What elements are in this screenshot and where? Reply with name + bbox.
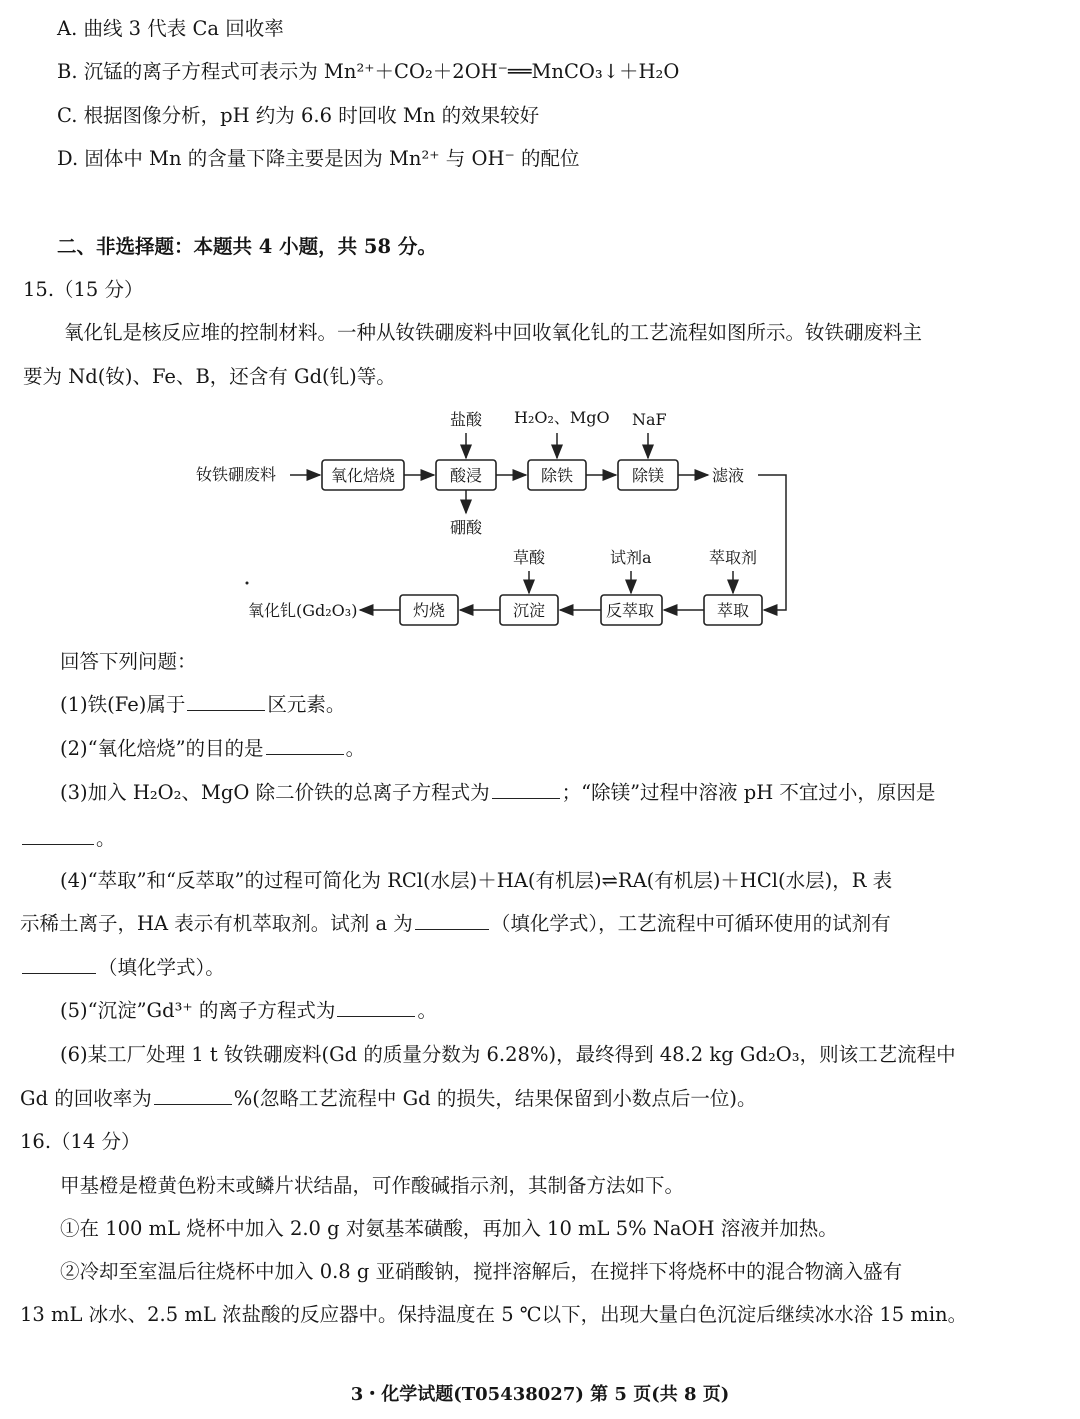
q15-part4-line2 [20,909,891,939]
flow-input-extractant-label: 萃取剂 [709,548,758,567]
flow-input-oxalic-acid-label: 草酸 [513,548,546,567]
q15-part3 [60,778,935,808]
q15-part5-text-a: (5)“沉淀”Gd³⁺ 的离子方程式为 [60,999,336,1022]
q15-part1-text-b: 区元素。 [267,693,346,716]
section-title: 二、非选择题：本题共 4 小题，共 58 分。 [57,235,437,258]
q16-step1: ①在 100 mL 烧杯中加入 2.0 g 对氨基苯磺酸，再加入 10 mL 5% NaOH 溶液并加热。 [60,1217,838,1240]
q15-part5-text-b: 。 [417,999,437,1022]
page-footer: 3・化学试题(T05438027) 第 5 页(共 8 页) [350,1384,730,1405]
q15-part1-text-a: (1)铁(Fe)属于 [60,693,186,716]
q15-part5-answer-blank[interactable] [337,996,415,1017]
q15-part5 [60,996,437,1026]
q15-intro-line2: 要为 Nd(钕)、Fe、B，还含有 Gd(钆)等。 [23,365,396,388]
process-flow-diagram [0,395,1080,640]
q15-part1-answer-blank[interactable] [187,690,265,711]
q15-part2-text-a: (2)“氧化焙烧”的目的是 [60,737,264,760]
q15-part4-line1: (4)“萃取”和“反萃取”的过程可简化为 RCl(水层)＋HA(有机层)⇌RA(有机层)＋HCl(水层)，R 表 [60,869,893,892]
q16-step2-line1: ②冷却至室温后往烧杯中加入 0.8 g 亚硝酸钠，搅拌溶解后，在搅拌下将烧杯中的混合物滴入盛有 [60,1260,903,1283]
answer-prompt: 回答下列问题： [60,650,197,673]
flow-input-reagent-a-label: 试剂a [610,548,652,567]
flow-product-label: 氧化钆(Gd₂O₃) [248,601,358,620]
q15-part2-answer-blank[interactable] [266,734,344,755]
flow-box-precipitation-label: 沉淀 [513,601,546,620]
q15-intro-line1: 氧化钆是核反应堆的控制材料。一种从钕铁硼废料中回收氧化钆的工艺流程如图所示。钕铁硼废料主 [64,321,923,344]
q15-header: 15.（15 分） [23,278,144,301]
q15-part3-answer-blank-1[interactable] [492,778,560,799]
flow-box-back-extraction-label: 反萃取 [606,601,655,620]
flow-input-h2o2-mgo-label: H₂O₂、MgO [514,408,610,427]
flow-start-label: 钕铁硼废料 [196,465,277,484]
flow-filtrate-label: 滤液 [712,466,745,485]
q15-part4-text-d: （填化学式）。 [98,956,225,979]
option-a: A. 曲线 3 代表 Ca 回收率 [57,17,284,40]
q15-part4-answer-blank-1[interactable] [415,909,489,930]
flow-box-calcination-label: 灼烧 [413,601,446,620]
option-c: C. 根据图像分析，pH 约为 6.6 时回收 Mn 的效果较好 [57,104,540,127]
q15-part1 [60,690,345,720]
q15-part3-answer-blank-2[interactable] [22,824,94,845]
q15-part4-line3 [20,953,225,983]
flow-box-oxidize-roast-label: 氧化焙烧 [331,466,396,485]
q15-part6-text-c: %(忽略工艺流程中 Gd 的损失，结果保留到小数点后一位)。 [233,1087,757,1110]
flow-box-remove-magnesium-label: 除镁 [632,466,665,485]
q15-part3-text-b: ；“除镁”过程中溶液 pH 不宜过小，原因是 [561,781,936,804]
flow-input-naf-label: NaF [632,410,667,429]
q15-part4-text-c: （填化学式），工艺流程中可循环使用的试剂有 [490,912,891,935]
option-d: D. 固体中 Mn 的含量下降主要是因为 Mn²⁺ 与 OH⁻ 的配位 [57,147,580,170]
flow-output-boric-acid-label: 硼酸 [450,518,483,537]
q15-part3-text-c: 。 [96,827,116,850]
q15-part6-answer-blank[interactable] [154,1084,232,1105]
q15-part4-text-b: 示稀土离子，HA 表示有机萃取剂。试剂 a 为 [20,912,413,935]
q15-part6-line1: (6)某工厂处理 1 t 钕铁硼废料(Gd 的质量分数为 6.28%)，最终得到 48.2 kg Gd₂O₃，则该工艺流程中 [60,1043,956,1066]
option-b: B. 沉锰的离子方程式可表示为 Mn²⁺＋CO₂＋2OH⁻══MnCO₃↓＋H₂O [57,60,680,83]
q15-part2-text-b: 。 [345,737,366,760]
q15-part6-line2 [20,1084,756,1114]
q15-part6-text-b: Gd 的回收率为 [20,1087,152,1110]
q15-part3-cont [20,824,116,854]
q16-header: 16.（14 分） [20,1130,141,1153]
q15-part3-text-a: (3)加入 H₂O₂、MgO 除二价铁的总离子方程式为 [60,781,490,804]
q15-part4-answer-blank-2[interactable] [22,953,96,974]
q16-step2-line2: 13 mL 冰水、2.5 mL 浓盐酸的反应器中。保持温度在 5 ℃以下，出现大量白色沉淀后继续冰水浴 15 min。 [20,1303,968,1326]
flow-input-hcl-label: 盐酸 [450,410,483,429]
flow-box-extraction-label: 萃取 [717,601,750,620]
flow-box-acid-leach-label: 酸浸 [450,466,483,485]
flow-box-remove-iron-label: 除铁 [541,466,574,485]
q15-part2 [60,734,365,764]
q16-intro: 甲基橙是橙黄色粉末或鳞片状结晶，可作酸碱指示剂，其制备方法如下。 [60,1174,685,1197]
